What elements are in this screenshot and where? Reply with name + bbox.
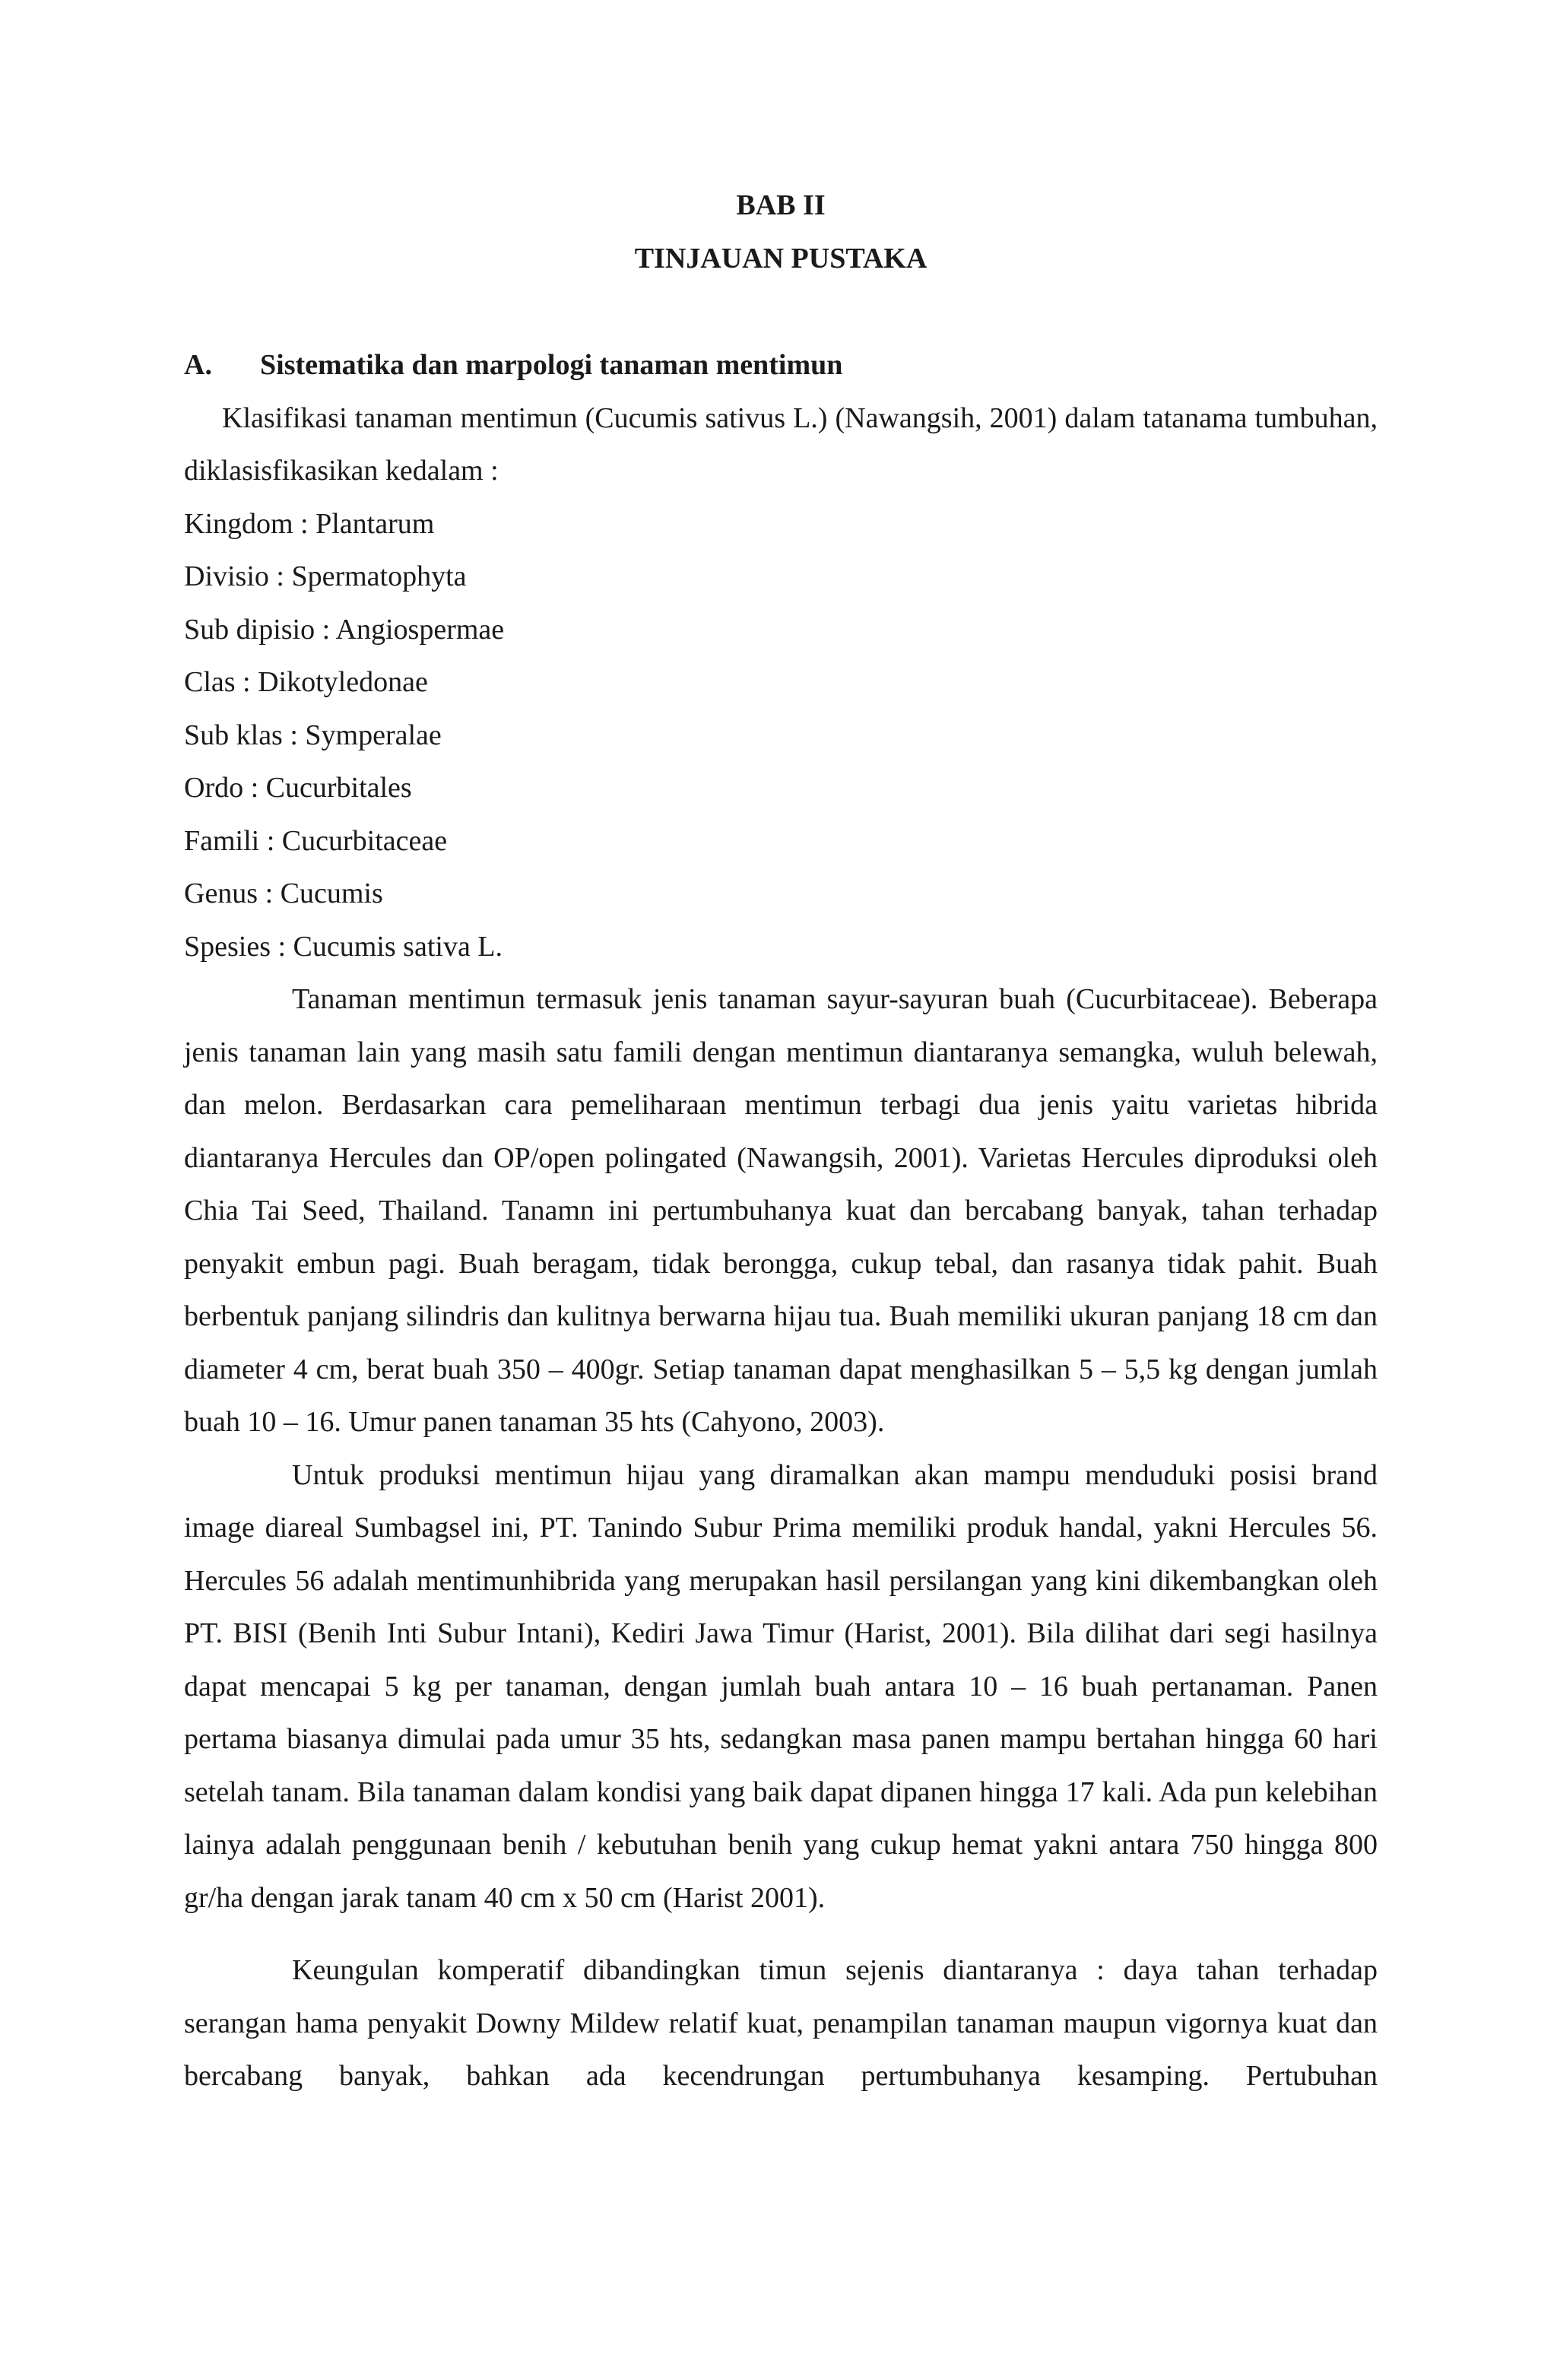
classification-genus: Genus : Cucumis (184, 877, 383, 909)
page-content (184, 179, 1378, 2103)
section-heading (184, 339, 1378, 392)
classification-spesies: Spesies : Cucumis sativa L. (184, 930, 503, 963)
classification-kingdom: Kingdom : Plantarum (184, 507, 435, 540)
section-letter: A. (184, 349, 212, 381)
intro-paragraph: Klasifikasi tanaman mentimun (Cucumis sativus L.) (Nawangsih, 2001) dalam tatanama tumbuhan, diklasisfikasikan kedalam : (184, 401, 1378, 487)
classification-clas: Clas : Dikotyledonae (184, 666, 428, 698)
section-title: Sistematika dan marpologi tanaman mentimun (260, 349, 843, 381)
classification-famili: Famili : Cucurbitaceae (184, 824, 448, 857)
chapter-title: TINJAUAN PUSTAKA (634, 242, 928, 274)
body-paragraph-3: Keungulan komperatif dibandingkan timun sejenis diantaranya : daya tahan terhadap serangan hama penyakit Downy Mildew relatif kuat, penampilan tanaman maupun vigornya kuat dan bercabang banyak, bahkan ada kecendrungan pertumbuhanya kesamping. Pertubuhan (184, 1954, 1378, 2092)
body-paragraph-2: Untuk produksi mentimun hijau yang diramalkan akan mampu menduduki posisi brand image diareal Sumbagsel ini, PT. Tanindo Subur Prima memiliki produk handal, yakni Hercules 56. Hercules 56 adalah mentimunhibrida yang merupakan hasil persilangan yang kini dikembangkan oleh PT. BISI (Benih Inti Subur Intani), Kediri Jawa Timur (Harist, 2001). Bila dilihat dari segi hasilnya dapat mencapai 5 kg per tanaman, dengan jumlah buah antara 10 – 16 buah pertanaman. Panen pertama biasanya dimulai pada umur 35 hts, sedangkan masa panen mampu bertahan hingga 60 hari setelah tanam. Bila tanaman dalam kondisi yang baik dapat dipanen hingga 17 kali. Ada pun kelebihan lainya adalah penggunaan benih / kebutuhan benih yang cukup hemat yakni antara 750 hingga 800 gr/ha dengan jarak tanam 40 cm x 50 cm (Harist 2001). (184, 1458, 1378, 1914)
classification-divisio: Divisio : Spermatophyta (184, 560, 467, 592)
classification-sub-dipisio: Sub dipisio : Angiospermae (184, 613, 505, 646)
body-paragraph-1: Tanaman mentimun termasuk jenis tanaman sayur-sayuran buah (Cucurbitaceae). Beberapa jenis tanaman lain yang masih satu famili dengan mentimun diantaranya semangka, wuluh belewah, dan melon. Berdasarkan cara pemeliharaan mentimun terbagi dua jenis yaitu varietas hibrida diantaranya Hercules dan OP/open polingated (Nawangsih, 2001). Varietas Hercules diproduksi oleh Chia Tai Seed, Thailand. Tanamn ini pertumbuhanya kuat dan bercabang banyak, tahan terhadap penyakit embun pagi. Buah beragam, tidak berongga, cukup tebal, dan rasanya tidak pahit. Buah berbentuk panjang silindris dan kulitnya berwarna hijau tua. Buah memiliki ukuran panjang 18 cm dan diameter 4 cm, berat buah 350 – 400gr. Setiap tanaman dapat menghasilkan 5 – 5,5 kg dengan jumlah buah 10 – 16. Umur panen tanaman 35 hts (Cahyono, 2003). (184, 983, 1378, 1438)
classification-list (184, 498, 1378, 974)
classification-sub-klas: Sub klas : Symperalae (184, 719, 442, 751)
classification-ordo: Ordo : Cucurbitales (184, 772, 412, 804)
chapter-number: BAB II (736, 189, 826, 221)
